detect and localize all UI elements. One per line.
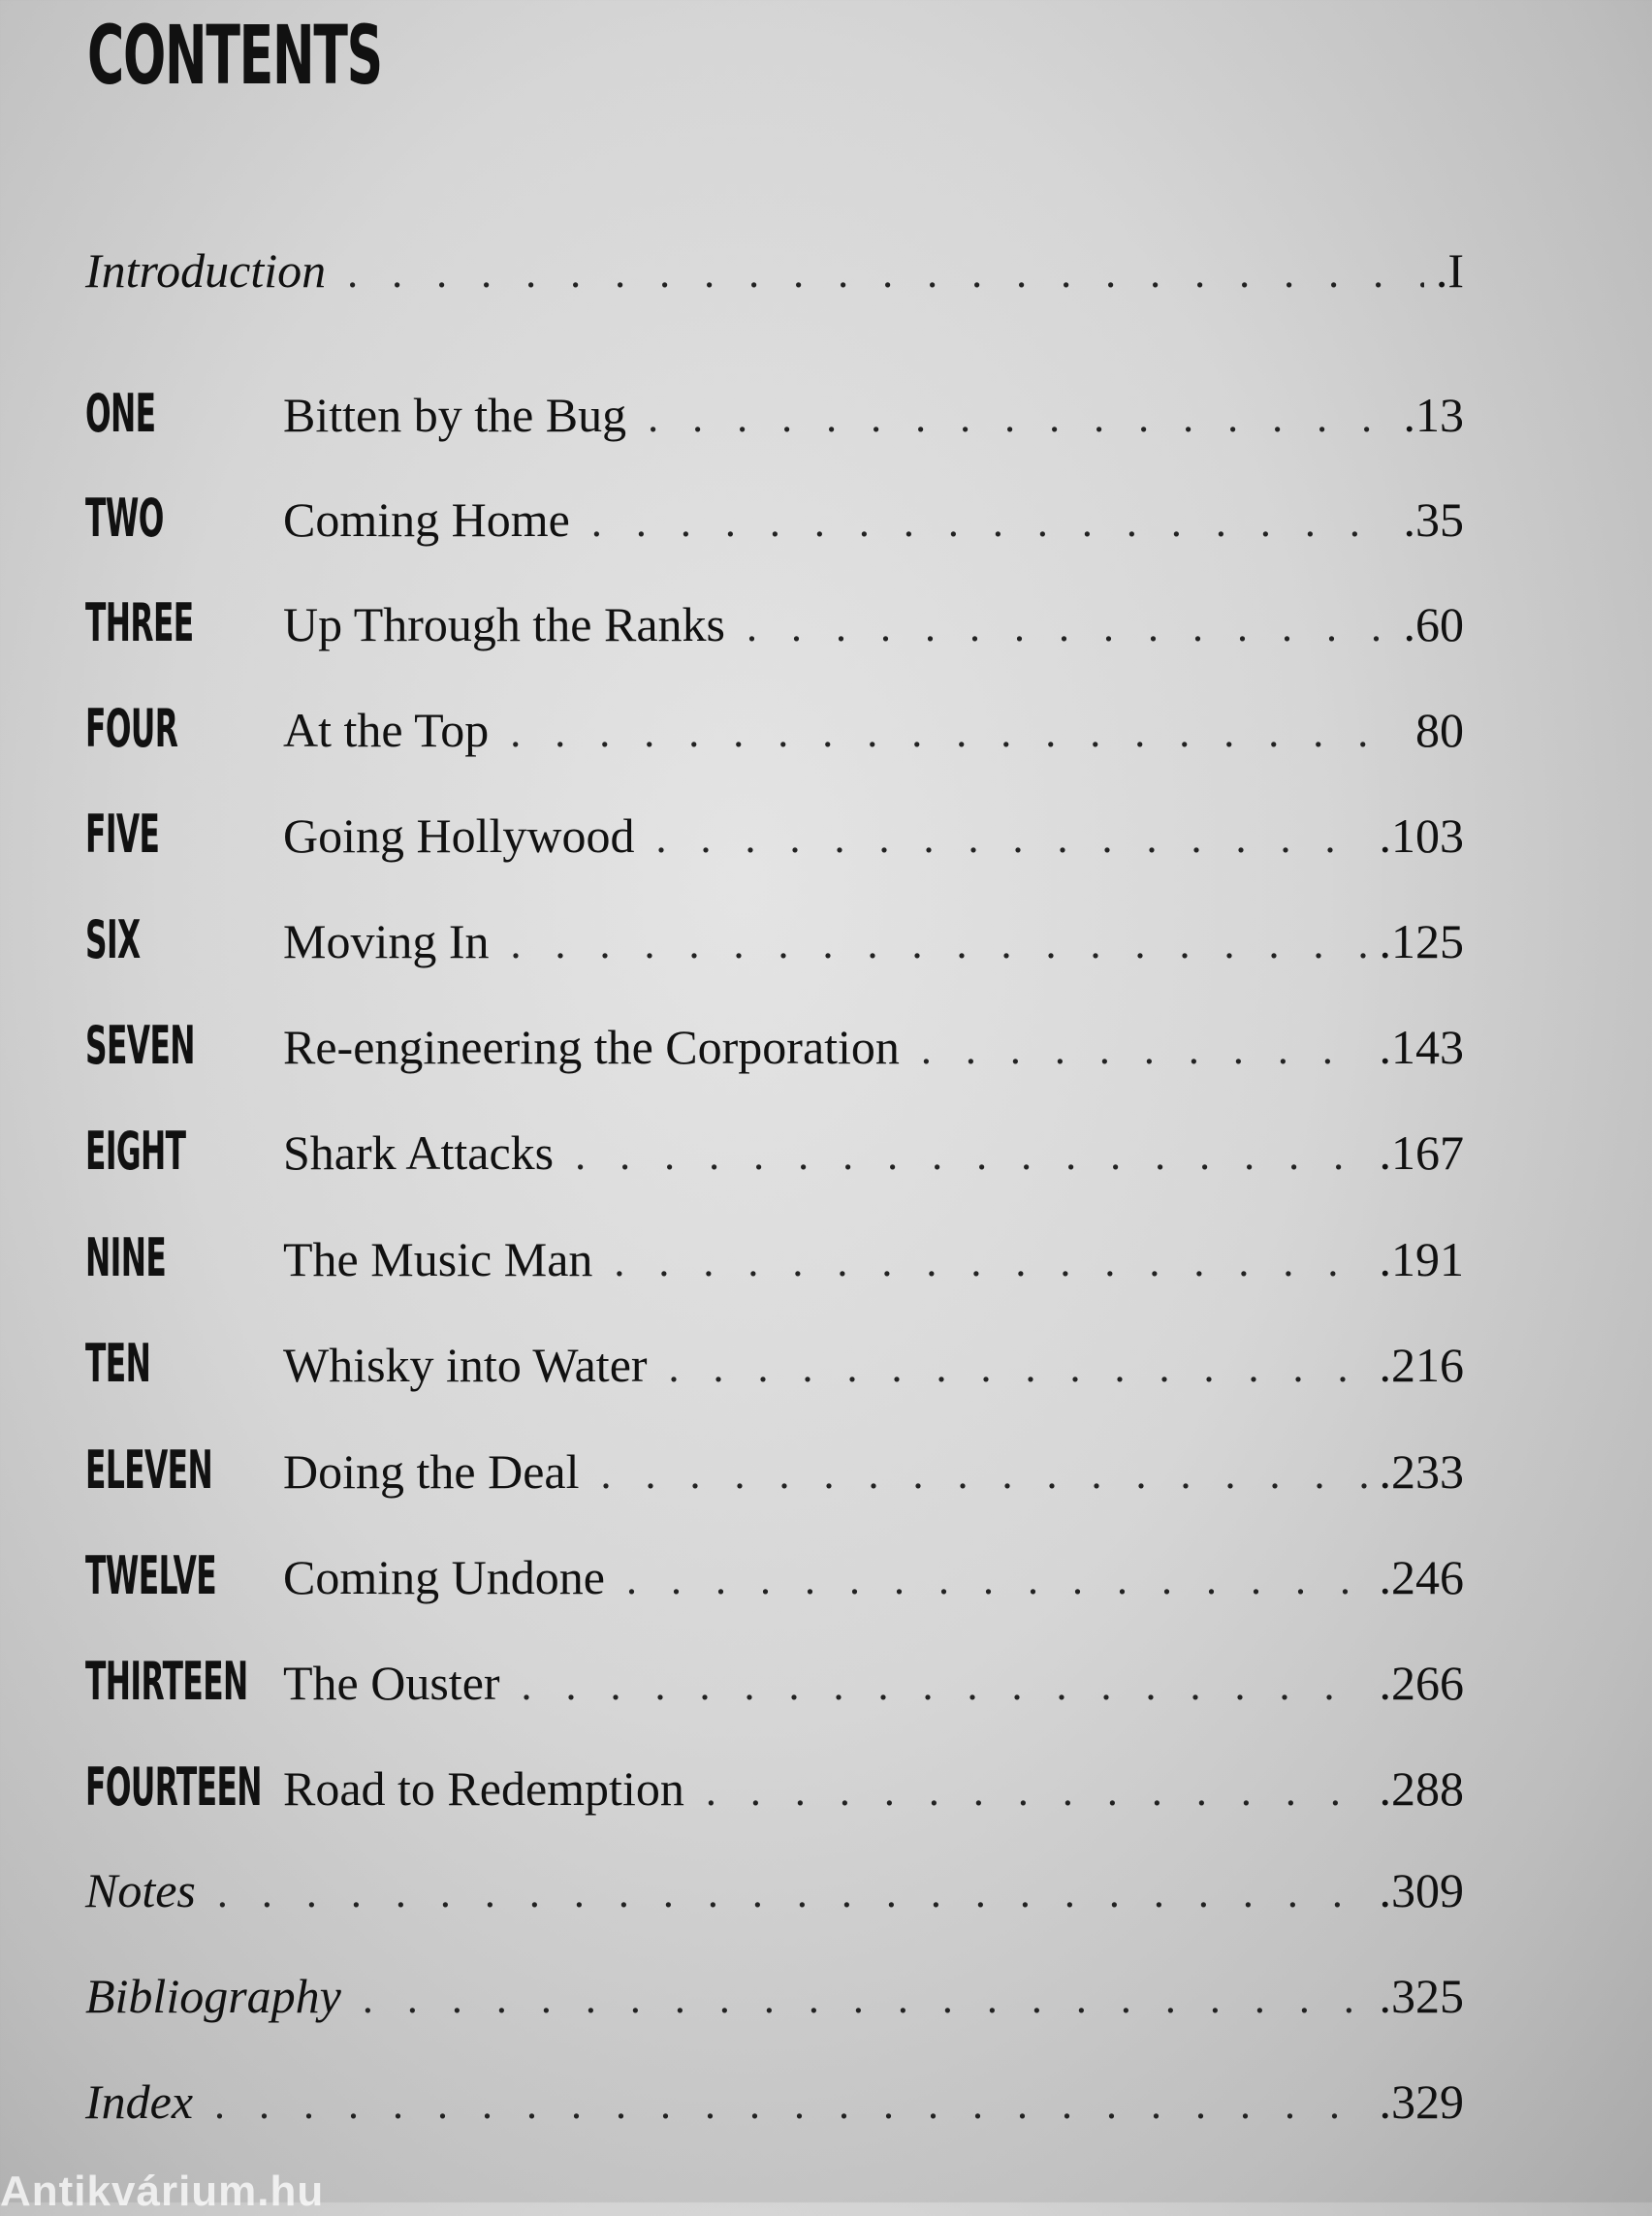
dot-leader <box>669 1343 1368 1392</box>
toc-entry-chapter[interactable]: TEN Whisky into Water . . . .216 <box>85 1333 1464 1410</box>
toc-entry-chapter[interactable]: FOUR At the Top . . . 80 <box>85 698 1464 776</box>
toc-entry-index[interactable] <box>85 2074 1464 2151</box>
dot-leader <box>214 2079 1367 2129</box>
toc-entry-label: Bibliography <box>85 1969 341 2023</box>
dot-leader <box>522 1661 1368 1710</box>
chapter-title: Bitten by the Bug <box>283 388 627 442</box>
dot-leader <box>511 919 1368 968</box>
chapter-title: Going Hollywood <box>283 808 635 863</box>
chapter-title: Up Through the Ranks <box>283 597 725 651</box>
toc-page-number: .I <box>1435 243 1464 298</box>
chapter-title: Shark Attacks <box>283 1125 555 1180</box>
dot-leader <box>626 1555 1368 1604</box>
toc-page-number: .309 <box>1379 1863 1464 1917</box>
toc-page-number: .329 <box>1379 2074 1464 2129</box>
dot-leader <box>575 1130 1367 1180</box>
chapter-title: At the Top <box>283 703 490 757</box>
toc-entry-label: Notes <box>85 1863 196 1917</box>
dot-leader <box>648 393 1391 442</box>
toc-entry-chapter[interactable]: TWO Coming Home . . . .35 <box>85 488 1464 565</box>
dot-leader <box>747 602 1392 651</box>
toc-entry-chapter[interactable]: SIX Moving In . . . .125 <box>85 909 1464 987</box>
toc-page-number: .216 <box>1379 1338 1464 1392</box>
toc-page-number: .288 <box>1379 1761 1464 1816</box>
dot-leader <box>591 497 1392 547</box>
toc-entry-chapter[interactable]: EIGHT Shark Attacks . . . .167 <box>85 1121 1464 1198</box>
toc-entry-chapter[interactable]: THREE Up Through the Ranks . . . .60 <box>85 592 1464 670</box>
chapter-title: Coming Undone <box>283 1550 605 1604</box>
toc-page-number: .233 <box>1379 1444 1464 1499</box>
watermark: Antikvárium.hu <box>0 2168 325 2215</box>
toc-entry-chapter[interactable]: FOURTEEN Road to Redemption . . . .288 <box>85 1757 1464 1834</box>
dot-leader <box>600 1449 1367 1499</box>
toc-page-number: .60 <box>1403 597 1464 651</box>
chapter-title: The Ouster <box>283 1656 500 1710</box>
toc-entry-chapter[interactable]: SEVEN Re-engineering the Corporation . . . .143 <box>85 1015 1464 1092</box>
chapter-title: Doing the Deal <box>283 1444 580 1499</box>
toc-entry-bibliography[interactable] <box>85 1968 1464 2045</box>
toc-entry-chapter[interactable]: ELEVEN Doing the Deal . . . .233 <box>85 1440 1464 1517</box>
page-title: CONTENTS <box>87 8 382 103</box>
toc-page-number: 80 <box>1415 703 1464 757</box>
dot-leader <box>656 813 1368 863</box>
dot-leader <box>363 1974 1368 2023</box>
dot-leader <box>706 1766 1368 1816</box>
toc-entry-chapter[interactable]: NINE The Music Man . . . .191 <box>85 1227 1464 1305</box>
chapter-title: Road to Redemption <box>283 1761 684 1816</box>
toc-entry-chapter[interactable]: ONE Bitten by the Bug . . . .13 <box>85 383 1464 460</box>
toc-page-number: .266 <box>1379 1656 1464 1710</box>
toc-entry-label: Introduction <box>85 243 327 298</box>
dot-leader <box>347 248 1424 298</box>
chapter-title: Re-engineering the Corporation <box>283 1020 900 1074</box>
toc-page-number: .143 <box>1379 1020 1464 1074</box>
chapter-title: Whisky into Water <box>283 1338 648 1392</box>
toc-entry-label: Index <box>85 2074 194 2129</box>
toc-entry-notes[interactable] <box>85 1862 1464 1940</box>
toc-page-number: .325 <box>1379 1969 1464 2023</box>
dot-leader <box>217 1868 1368 1917</box>
chapter-title: Coming Home <box>283 492 570 547</box>
dot-leader <box>921 1025 1368 1074</box>
toc-page-number: .35 <box>1403 492 1464 547</box>
chapter-title: The Music Man <box>283 1232 593 1286</box>
toc-entry-chapter[interactable]: THIRTEEN The Ouster . . . .266 <box>85 1651 1464 1728</box>
toc-entry-chapter[interactable]: TWELVE Coming Undone . . . .246 <box>85 1545 1464 1623</box>
toc-page-number: .167 <box>1379 1125 1464 1180</box>
dot-leader <box>510 708 1404 757</box>
toc-page-number: .125 <box>1379 914 1464 968</box>
toc-entry-chapter[interactable]: FIVE Going Hollywood . . . .103 <box>85 804 1464 881</box>
toc-page-number: .13 <box>1403 388 1464 442</box>
toc-entry-introduction[interactable] <box>85 242 1464 320</box>
toc-page-number: .191 <box>1379 1232 1464 1286</box>
toc-page-number: .103 <box>1379 808 1464 863</box>
dot-leader <box>614 1237 1367 1286</box>
toc-page-number: .246 <box>1379 1550 1464 1604</box>
chapter-title: Moving In <box>283 914 490 968</box>
